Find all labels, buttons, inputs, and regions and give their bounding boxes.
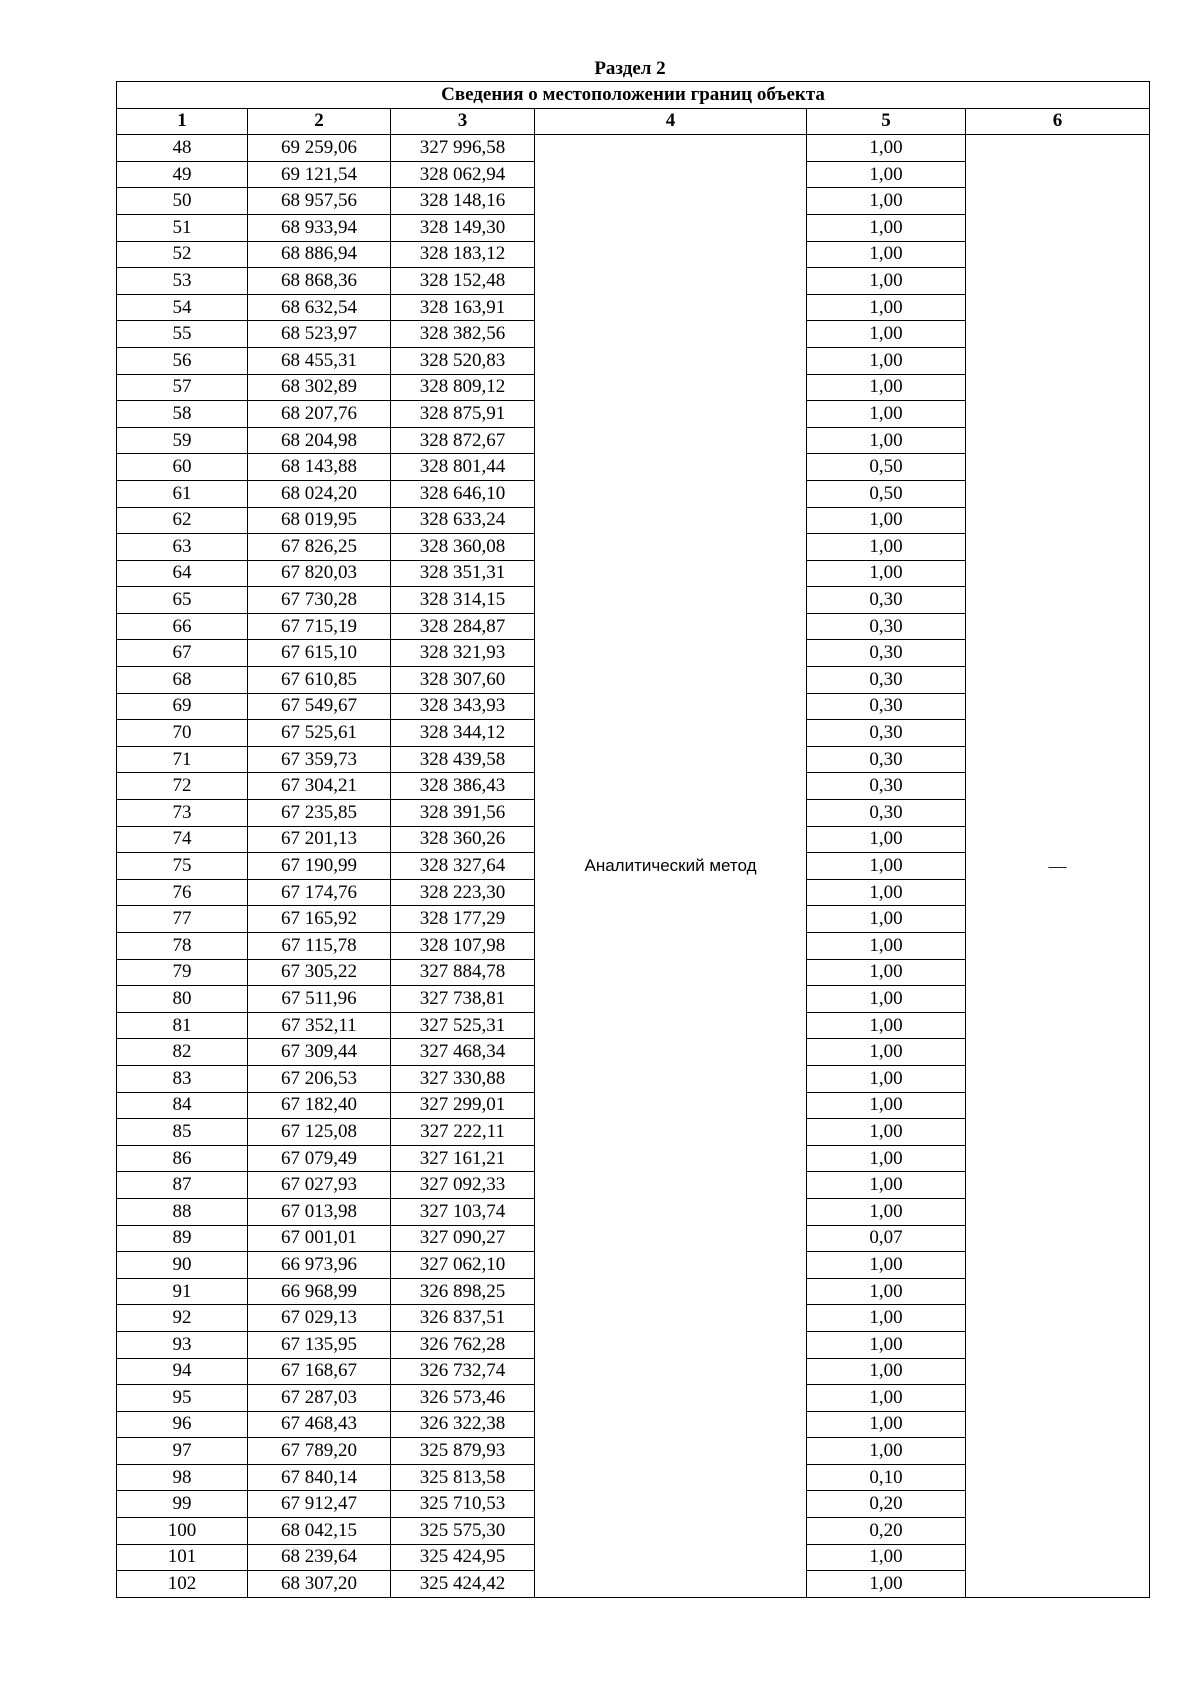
point-number-cell: 89 <box>117 1225 248 1252</box>
coordinate-y-cell: 328 152,48 <box>391 268 535 295</box>
coordinate-x-cell: 67 174,76 <box>248 879 391 906</box>
coordinate-y-cell: 328 360,08 <box>391 534 535 561</box>
coordinate-x-cell: 67 165,92 <box>248 906 391 933</box>
accuracy-cell: 1,00 <box>807 1252 966 1279</box>
accuracy-cell: 1,00 <box>807 1065 966 1092</box>
table-caption: Сведения о местоположении границ объекта <box>117 82 1150 109</box>
coordinate-y-cell: 328 223,30 <box>391 879 535 906</box>
coordinate-y-cell: 327 738,81 <box>391 986 535 1013</box>
coordinate-x-cell: 68 024,20 <box>248 480 391 507</box>
coordinate-x-cell: 67 206,53 <box>248 1065 391 1092</box>
accuracy-cell: 0,30 <box>807 640 966 667</box>
coordinate-y-cell: 328 177,29 <box>391 906 535 933</box>
coordinate-x-cell: 67 840,14 <box>248 1464 391 1491</box>
coordinate-x-cell: 67 135,95 <box>248 1331 391 1358</box>
accuracy-cell: 1,00 <box>807 906 966 933</box>
coordinate-x-cell: 67 730,28 <box>248 587 391 614</box>
coordinate-x-cell: 67 309,44 <box>248 1039 391 1066</box>
column-header-row <box>117 108 1150 135</box>
coordinate-x-cell: 67 079,49 <box>248 1145 391 1172</box>
coordinate-x-cell: 66 973,96 <box>248 1252 391 1279</box>
accuracy-cell: 1,00 <box>807 1278 966 1305</box>
coordinate-x-cell: 67 549,67 <box>248 693 391 720</box>
coordinate-x-cell: 67 820,03 <box>248 560 391 587</box>
point-number-cell: 100 <box>117 1518 248 1545</box>
coordinate-x-cell: 67 615,10 <box>248 640 391 667</box>
point-number-cell: 81 <box>117 1012 248 1039</box>
accuracy-cell: 0,30 <box>807 746 966 773</box>
coordinate-x-cell: 67 235,85 <box>248 800 391 827</box>
coordinate-y-cell: 328 327,64 <box>391 853 535 880</box>
coordinate-y-cell: 328 284,87 <box>391 613 535 640</box>
point-number-cell: 61 <box>117 480 248 507</box>
point-number-cell: 72 <box>117 773 248 800</box>
accuracy-cell: 1,00 <box>807 853 966 880</box>
column-header-1: 1 <box>117 108 248 135</box>
coordinate-y-cell: 327 092,33 <box>391 1172 535 1199</box>
coordinate-x-cell: 68 302,89 <box>248 374 391 401</box>
point-number-cell: 67 <box>117 640 248 667</box>
point-number-cell: 80 <box>117 986 248 1013</box>
section-title: Раздел 2 <box>594 58 666 79</box>
coordinate-y-cell: 328 351,31 <box>391 560 535 587</box>
coordinate-x-cell: 68 019,95 <box>248 507 391 534</box>
point-number-cell: 97 <box>117 1438 248 1465</box>
point-number-cell: 93 <box>117 1331 248 1358</box>
column-header-3: 3 <box>391 108 535 135</box>
point-number-cell: 90 <box>117 1252 248 1279</box>
coordinate-y-cell: 325 575,30 <box>391 1518 535 1545</box>
coordinate-y-cell: 325 424,42 <box>391 1571 535 1598</box>
boundary-table <box>116 81 1150 1598</box>
point-number-cell: 68 <box>117 667 248 694</box>
coordinate-x-cell: 68 204,98 <box>248 427 391 454</box>
accuracy-cell: 0,30 <box>807 800 966 827</box>
accuracy-cell: 0,30 <box>807 773 966 800</box>
coordinate-y-cell: 326 837,51 <box>391 1305 535 1332</box>
coordinate-x-cell: 67 027,93 <box>248 1172 391 1199</box>
accuracy-cell: 1,00 <box>807 1411 966 1438</box>
accuracy-cell: 0,10 <box>807 1464 966 1491</box>
point-number-cell: 83 <box>117 1065 248 1092</box>
coordinate-y-cell: 327 090,27 <box>391 1225 535 1252</box>
coordinate-y-cell: 328 646,10 <box>391 480 535 507</box>
coordinate-x-cell: 67 305,22 <box>248 959 391 986</box>
accuracy-cell: 1,00 <box>807 135 966 162</box>
coordinate-y-cell: 326 898,25 <box>391 1278 535 1305</box>
accuracy-cell: 0,50 <box>807 454 966 481</box>
accuracy-cell: 1,00 <box>807 1544 966 1571</box>
column-header-6: 6 <box>966 108 1150 135</box>
coordinate-y-cell: 327 996,58 <box>391 135 535 162</box>
coordinate-y-cell: 326 322,38 <box>391 1411 535 1438</box>
coordinate-x-cell: 68 523,97 <box>248 321 391 348</box>
accuracy-cell: 1,00 <box>807 1092 966 1119</box>
coordinate-y-cell: 328 148,16 <box>391 188 535 215</box>
coordinate-y-cell: 328 439,58 <box>391 746 535 773</box>
point-number-cell: 58 <box>117 401 248 428</box>
coordinate-x-cell: 67 029,13 <box>248 1305 391 1332</box>
accuracy-cell: 1,00 <box>807 1305 966 1332</box>
coordinate-x-cell: 67 468,43 <box>248 1411 391 1438</box>
coordinate-y-cell: 325 879,93 <box>391 1438 535 1465</box>
coordinate-x-cell: 67 715,19 <box>248 613 391 640</box>
coordinate-y-cell: 328 520,83 <box>391 347 535 374</box>
coordinate-x-cell: 67 201,13 <box>248 826 391 853</box>
point-number-cell: 102 <box>117 1571 248 1598</box>
coordinate-y-cell: 328 344,12 <box>391 720 535 747</box>
point-number-cell: 99 <box>117 1491 248 1518</box>
coordinate-y-cell: 328 633,24 <box>391 507 535 534</box>
accuracy-cell: 1,00 <box>807 188 966 215</box>
coordinate-x-cell: 67 912,47 <box>248 1491 391 1518</box>
coordinate-y-cell: 328 360,26 <box>391 826 535 853</box>
coordinate-y-cell: 328 872,67 <box>391 427 535 454</box>
point-number-cell: 70 <box>117 720 248 747</box>
accuracy-cell: 1,00 <box>807 241 966 268</box>
coordinate-x-cell: 68 239,64 <box>248 1544 391 1571</box>
coordinate-x-cell: 66 968,99 <box>248 1278 391 1305</box>
coordinate-x-cell: 67 304,21 <box>248 773 391 800</box>
coordinate-y-cell: 325 424,95 <box>391 1544 535 1571</box>
coordinate-y-cell: 328 343,93 <box>391 693 535 720</box>
point-number-cell: 92 <box>117 1305 248 1332</box>
coordinate-y-cell: 328 875,91 <box>391 401 535 428</box>
coordinate-y-cell: 328 314,15 <box>391 587 535 614</box>
point-number-cell: 77 <box>117 906 248 933</box>
coordinate-x-cell: 67 125,08 <box>248 1119 391 1146</box>
accuracy-cell: 0,30 <box>807 693 966 720</box>
coordinate-y-cell: 325 710,53 <box>391 1491 535 1518</box>
coordinate-x-cell: 67 013,98 <box>248 1198 391 1225</box>
accuracy-cell: 1,00 <box>807 1012 966 1039</box>
accuracy-cell: 0,20 <box>807 1518 966 1545</box>
accuracy-cell: 1,00 <box>807 1145 966 1172</box>
coordinate-x-cell: 68 957,56 <box>248 188 391 215</box>
point-number-cell: 73 <box>117 800 248 827</box>
point-number-cell: 60 <box>117 454 248 481</box>
point-number-cell: 94 <box>117 1358 248 1385</box>
coordinate-y-cell: 327 222,11 <box>391 1119 535 1146</box>
coordinate-y-cell: 327 299,01 <box>391 1092 535 1119</box>
column6-cell: — <box>966 135 1150 1598</box>
accuracy-cell: 0,30 <box>807 667 966 694</box>
accuracy-cell: 1,00 <box>807 161 966 188</box>
point-number-cell: 62 <box>117 507 248 534</box>
accuracy-cell: 1,00 <box>807 374 966 401</box>
coordinate-y-cell: 328 163,91 <box>391 294 535 321</box>
coordinate-y-cell: 328 391,56 <box>391 800 535 827</box>
point-number-cell: 86 <box>117 1145 248 1172</box>
coordinate-x-cell: 67 826,25 <box>248 534 391 561</box>
coordinate-y-cell: 328 183,12 <box>391 241 535 268</box>
accuracy-cell: 1,00 <box>807 826 966 853</box>
coordinate-y-cell: 327 884,78 <box>391 959 535 986</box>
coordinate-x-cell: 67 610,85 <box>248 667 391 694</box>
point-number-cell: 101 <box>117 1544 248 1571</box>
accuracy-cell: 1,00 <box>807 986 966 1013</box>
accuracy-cell: 0,50 <box>807 480 966 507</box>
coordinate-y-cell: 327 468,34 <box>391 1039 535 1066</box>
coordinate-y-cell: 327 330,88 <box>391 1065 535 1092</box>
point-number-cell: 84 <box>117 1092 248 1119</box>
coordinate-y-cell: 326 732,74 <box>391 1358 535 1385</box>
accuracy-cell: 1,00 <box>807 1119 966 1146</box>
point-number-cell: 85 <box>117 1119 248 1146</box>
method-cell: Аналитический метод <box>535 135 807 1598</box>
coordinate-y-cell: 328 307,60 <box>391 667 535 694</box>
accuracy-cell: 1,00 <box>807 321 966 348</box>
point-number-cell: 76 <box>117 879 248 906</box>
point-number-cell: 91 <box>117 1278 248 1305</box>
point-number-cell: 71 <box>117 746 248 773</box>
coordinate-x-cell: 68 933,94 <box>248 214 391 241</box>
coordinate-y-cell: 328 386,43 <box>391 773 535 800</box>
coordinate-y-cell: 328 149,30 <box>391 214 535 241</box>
accuracy-cell: 1,00 <box>807 1331 966 1358</box>
table-row <box>117 135 1150 162</box>
table-caption-row <box>117 82 1150 109</box>
column-header-4: 4 <box>535 108 807 135</box>
accuracy-cell: 1,00 <box>807 560 966 587</box>
coordinate-x-cell: 68 886,94 <box>248 241 391 268</box>
point-number-cell: 98 <box>117 1464 248 1491</box>
coordinate-x-cell: 68 143,88 <box>248 454 391 481</box>
column-header-5: 5 <box>807 108 966 135</box>
accuracy-cell: 0,30 <box>807 613 966 640</box>
accuracy-cell: 1,00 <box>807 1438 966 1465</box>
point-number-cell: 49 <box>117 161 248 188</box>
accuracy-cell: 1,00 <box>807 1039 966 1066</box>
coordinate-y-cell: 327 103,74 <box>391 1198 535 1225</box>
table-body <box>117 135 1150 1598</box>
accuracy-cell: 1,00 <box>807 294 966 321</box>
point-number-cell: 66 <box>117 613 248 640</box>
coordinate-x-cell: 67 182,40 <box>248 1092 391 1119</box>
coordinate-x-cell: 67 511,96 <box>248 986 391 1013</box>
point-number-cell: 79 <box>117 959 248 986</box>
column-header-2: 2 <box>248 108 391 135</box>
accuracy-cell: 1,00 <box>807 507 966 534</box>
point-number-cell: 50 <box>117 188 248 215</box>
coordinate-x-cell: 69 121,54 <box>248 161 391 188</box>
accuracy-cell: 0,30 <box>807 587 966 614</box>
point-number-cell: 78 <box>117 933 248 960</box>
point-number-cell: 74 <box>117 826 248 853</box>
point-number-cell: 96 <box>117 1411 248 1438</box>
accuracy-cell: 1,00 <box>807 879 966 906</box>
point-number-cell: 69 <box>117 693 248 720</box>
accuracy-cell: 1,00 <box>807 1198 966 1225</box>
coordinate-x-cell: 67 168,67 <box>248 1358 391 1385</box>
point-number-cell: 87 <box>117 1172 248 1199</box>
coordinate-x-cell: 67 287,03 <box>248 1385 391 1412</box>
point-number-cell: 55 <box>117 321 248 348</box>
accuracy-cell: 1,00 <box>807 933 966 960</box>
coordinate-x-cell: 67 001,01 <box>248 1225 391 1252</box>
coordinate-x-cell: 68 307,20 <box>248 1571 391 1598</box>
coordinate-y-cell: 328 107,98 <box>391 933 535 960</box>
coordinate-x-cell: 68 868,36 <box>248 268 391 295</box>
point-number-cell: 75 <box>117 853 248 880</box>
accuracy-cell: 0,07 <box>807 1225 966 1252</box>
accuracy-cell: 1,00 <box>807 1571 966 1598</box>
point-number-cell: 63 <box>117 534 248 561</box>
coordinate-x-cell: 67 190,99 <box>248 853 391 880</box>
point-number-cell: 82 <box>117 1039 248 1066</box>
accuracy-cell: 1,00 <box>807 347 966 374</box>
point-number-cell: 48 <box>117 135 248 162</box>
accuracy-cell: 1,00 <box>807 959 966 986</box>
coordinate-x-cell: 67 352,11 <box>248 1012 391 1039</box>
point-number-cell: 53 <box>117 268 248 295</box>
coordinate-x-cell: 67 525,61 <box>248 720 391 747</box>
point-number-cell: 57 <box>117 374 248 401</box>
coordinate-x-cell: 68 632,54 <box>248 294 391 321</box>
point-number-cell: 54 <box>117 294 248 321</box>
coordinate-y-cell: 328 809,12 <box>391 374 535 401</box>
point-number-cell: 88 <box>117 1198 248 1225</box>
coordinate-y-cell: 328 801,44 <box>391 454 535 481</box>
coordinate-x-cell: 67 359,73 <box>248 746 391 773</box>
accuracy-cell: 1,00 <box>807 1358 966 1385</box>
point-number-cell: 52 <box>117 241 248 268</box>
accuracy-cell: 1,00 <box>807 534 966 561</box>
point-number-cell: 65 <box>117 587 248 614</box>
coordinate-x-cell: 67 115,78 <box>248 933 391 960</box>
coordinate-y-cell: 325 813,58 <box>391 1464 535 1491</box>
coordinate-y-cell: 327 161,21 <box>391 1145 535 1172</box>
point-number-cell: 56 <box>117 347 248 374</box>
accuracy-cell: 0,30 <box>807 720 966 747</box>
point-number-cell: 51 <box>117 214 248 241</box>
coordinate-y-cell: 327 062,10 <box>391 1252 535 1279</box>
accuracy-cell: 1,00 <box>807 214 966 241</box>
accuracy-cell: 1,00 <box>807 427 966 454</box>
coordinate-y-cell: 326 762,28 <box>391 1331 535 1358</box>
point-number-cell: 59 <box>117 427 248 454</box>
point-number-cell: 64 <box>117 560 248 587</box>
accuracy-cell: 1,00 <box>807 1172 966 1199</box>
coordinate-y-cell: 327 525,31 <box>391 1012 535 1039</box>
coordinate-x-cell: 68 207,76 <box>248 401 391 428</box>
accuracy-cell: 1,00 <box>807 401 966 428</box>
coordinate-y-cell: 328 382,56 <box>391 321 535 348</box>
accuracy-cell: 1,00 <box>807 268 966 295</box>
accuracy-cell: 0,20 <box>807 1491 966 1518</box>
coordinate-x-cell: 68 455,31 <box>248 347 391 374</box>
coordinate-x-cell: 68 042,15 <box>248 1518 391 1545</box>
coordinate-y-cell: 328 321,93 <box>391 640 535 667</box>
coordinate-y-cell: 326 573,46 <box>391 1385 535 1412</box>
accuracy-cell: 1,00 <box>807 1385 966 1412</box>
coordinate-x-cell: 69 259,06 <box>248 135 391 162</box>
coordinate-x-cell: 67 789,20 <box>248 1438 391 1465</box>
point-number-cell: 95 <box>117 1385 248 1412</box>
coordinate-y-cell: 328 062,94 <box>391 161 535 188</box>
